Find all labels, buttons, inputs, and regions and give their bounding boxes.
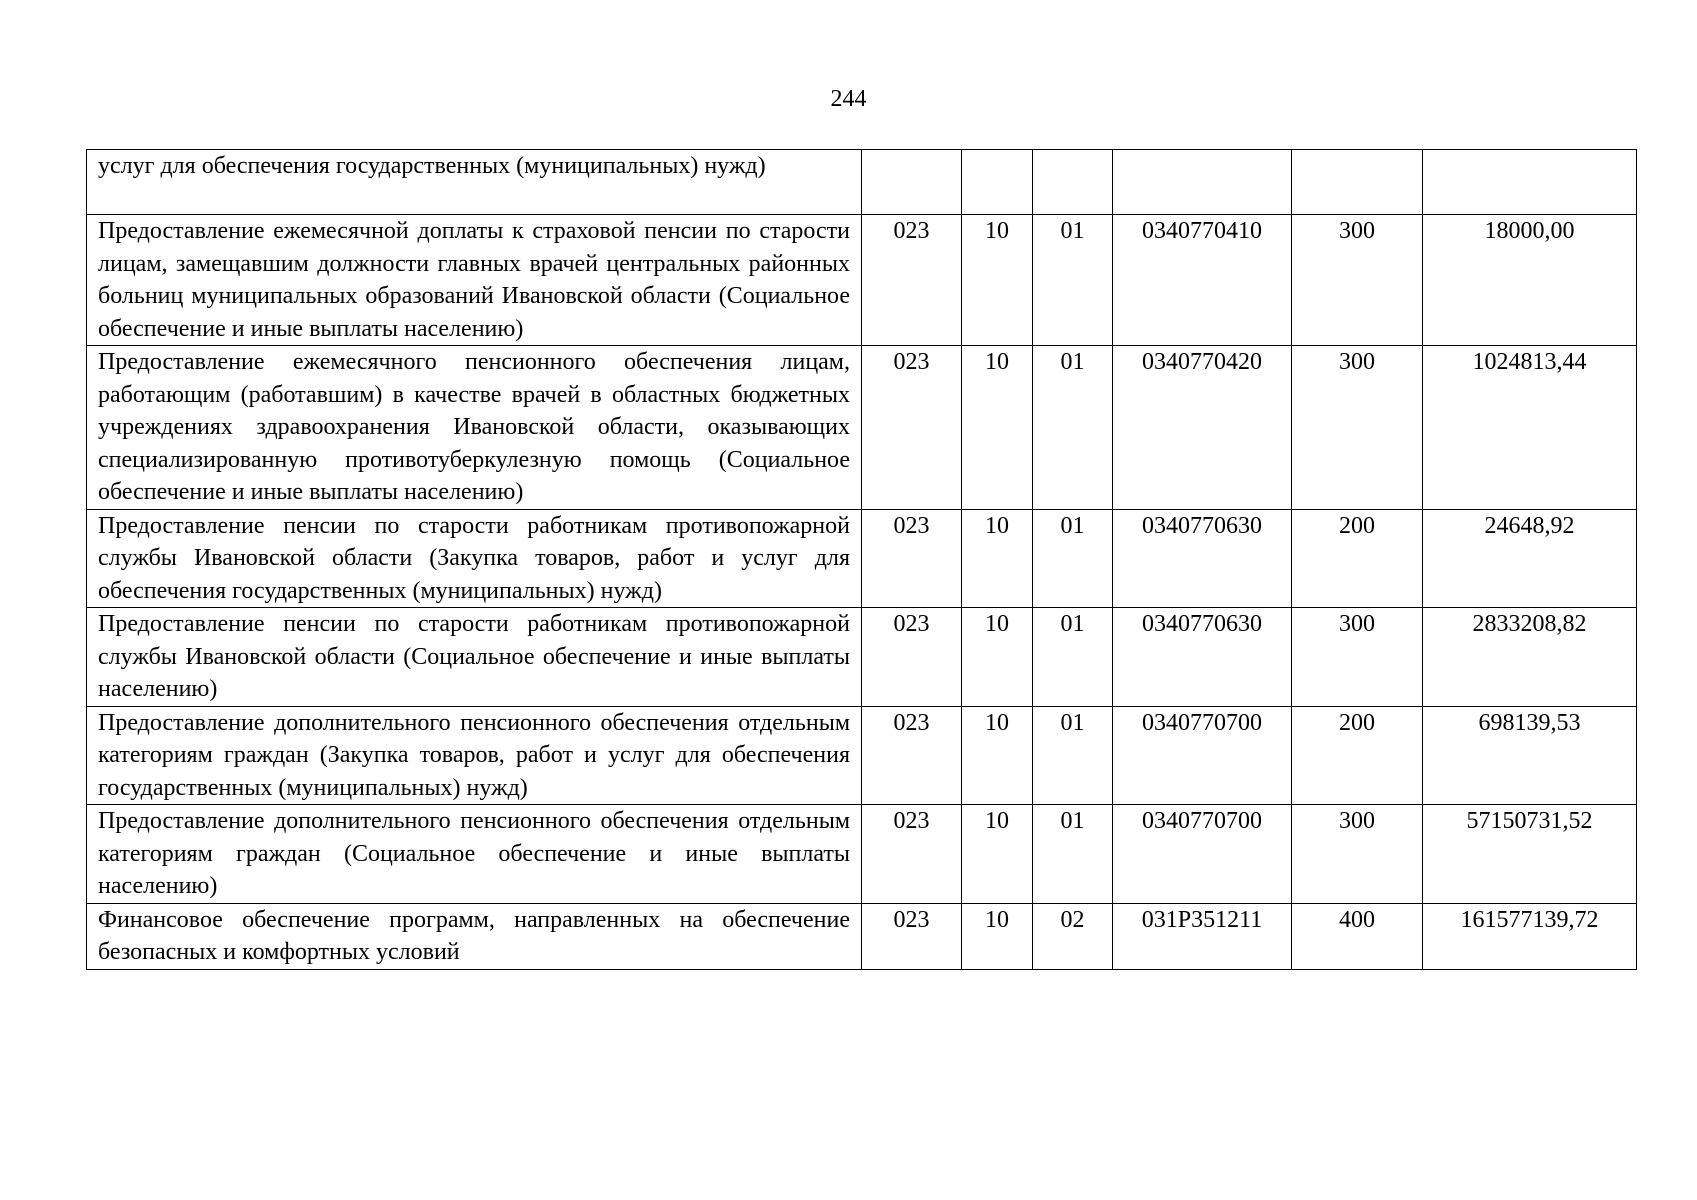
expense-type-code (1292, 150, 1423, 215)
section-code: 10 (962, 706, 1033, 805)
amount: 698139,53 (1423, 706, 1637, 805)
section-code: 10 (962, 215, 1033, 346)
grbs-code: 023 (862, 805, 962, 904)
expense-type-code: 300 (1292, 215, 1423, 346)
row-description: Предоставление дополнительного пенсионного обеспечения отдельным категориям граждан (Социальное обеспечение и иные выплаты населению) (87, 805, 862, 904)
row-description: Предоставление пенсии по старости работникам противопожарной службы Ивановской области (Закупка товаров, работ и услуг для обеспечения государственных (муниципальных) нужд) (87, 509, 862, 608)
amount: 18000,00 (1423, 215, 1637, 346)
expense-type-code: 300 (1292, 805, 1423, 904)
grbs-code (862, 150, 962, 215)
section-code: 10 (962, 608, 1033, 707)
grbs-code: 023 (862, 215, 962, 346)
expense-type-code: 400 (1292, 903, 1423, 969)
section-code: 10 (962, 805, 1033, 904)
section-code: 10 (962, 346, 1033, 510)
amount: 1024813,44 (1423, 346, 1637, 510)
amount: 2833208,82 (1423, 608, 1637, 707)
section-code: 10 (962, 509, 1033, 608)
subsection-code: 01 (1033, 215, 1113, 346)
row-description: Предоставление ежемесячной доплаты к страховой пенсии по старости лицам, замещавшим должности главных врачей центральных районных больниц муниципальных образований Ивановской области (Социальное обеспечение и иные выплаты населению) (87, 215, 862, 346)
grbs-code: 023 (862, 706, 962, 805)
section-code (962, 150, 1033, 215)
subsection-code (1033, 150, 1113, 215)
expense-type-code: 200 (1292, 509, 1423, 608)
row-description: Предоставление ежемесячного пенсионного обеспечения лицам, работающим (работавшим) в качестве врачей в областных бюджетных учреждениях здравоохранения Ивановской области, оказывающих специализированную противотуберкулезную помощь (Социальное обеспечение и иные выплаты населению) (87, 346, 862, 510)
target-article-code: 0340770630 (1113, 509, 1292, 608)
row-description: Финансовое обеспечение программ, направленных на обеспечение безопасных и комфортных условий (87, 903, 862, 969)
subsection-code: 02 (1033, 903, 1113, 969)
grbs-code: 023 (862, 346, 962, 510)
target-article-code: 0340770410 (1113, 215, 1292, 346)
amount: 161577139,72 (1423, 903, 1637, 969)
expense-type-code: 300 (1292, 608, 1423, 707)
amount: 57150731,52 (1423, 805, 1637, 904)
table-row (87, 805, 1637, 904)
subsection-code: 01 (1033, 346, 1113, 510)
amount: 24648,92 (1423, 509, 1637, 608)
amount (1423, 150, 1637, 215)
expense-type-code: 300 (1292, 346, 1423, 510)
budget-table (86, 149, 1637, 970)
table-row (87, 509, 1637, 608)
section-code: 10 (962, 903, 1033, 969)
table-row (87, 346, 1637, 510)
target-article-code: 031P351211 (1113, 903, 1292, 969)
table-row (87, 215, 1637, 346)
subsection-code: 01 (1033, 706, 1113, 805)
target-article-code: 0340770630 (1113, 608, 1292, 707)
subsection-code: 01 (1033, 608, 1113, 707)
grbs-code: 023 (862, 608, 962, 707)
row-description: Предоставление дополнительного пенсионного обеспечения отдельным категориям граждан (Закупка товаров, работ и услуг для обеспечения государственных (муниципальных) нужд) (87, 706, 862, 805)
table-row (87, 150, 1637, 215)
row-description: Предоставление пенсии по старости работникам противопожарной службы Ивановской области (Социальное обеспечение и иные выплаты населению) (87, 608, 862, 707)
table-row (87, 608, 1637, 707)
target-article-code: 0340770700 (1113, 805, 1292, 904)
table-row (87, 903, 1637, 969)
row-description: услуг для обеспечения государственных (муниципальных) нужд) (87, 150, 862, 215)
target-article-code (1113, 150, 1292, 215)
subsection-code: 01 (1033, 805, 1113, 904)
target-article-code: 0340770700 (1113, 706, 1292, 805)
subsection-code: 01 (1033, 509, 1113, 608)
target-article-code: 0340770420 (1113, 346, 1292, 510)
page-number: 244 (830, 86, 867, 112)
expense-type-code: 200 (1292, 706, 1423, 805)
table-row (87, 706, 1637, 805)
grbs-code: 023 (862, 509, 962, 608)
grbs-code: 023 (862, 903, 962, 969)
